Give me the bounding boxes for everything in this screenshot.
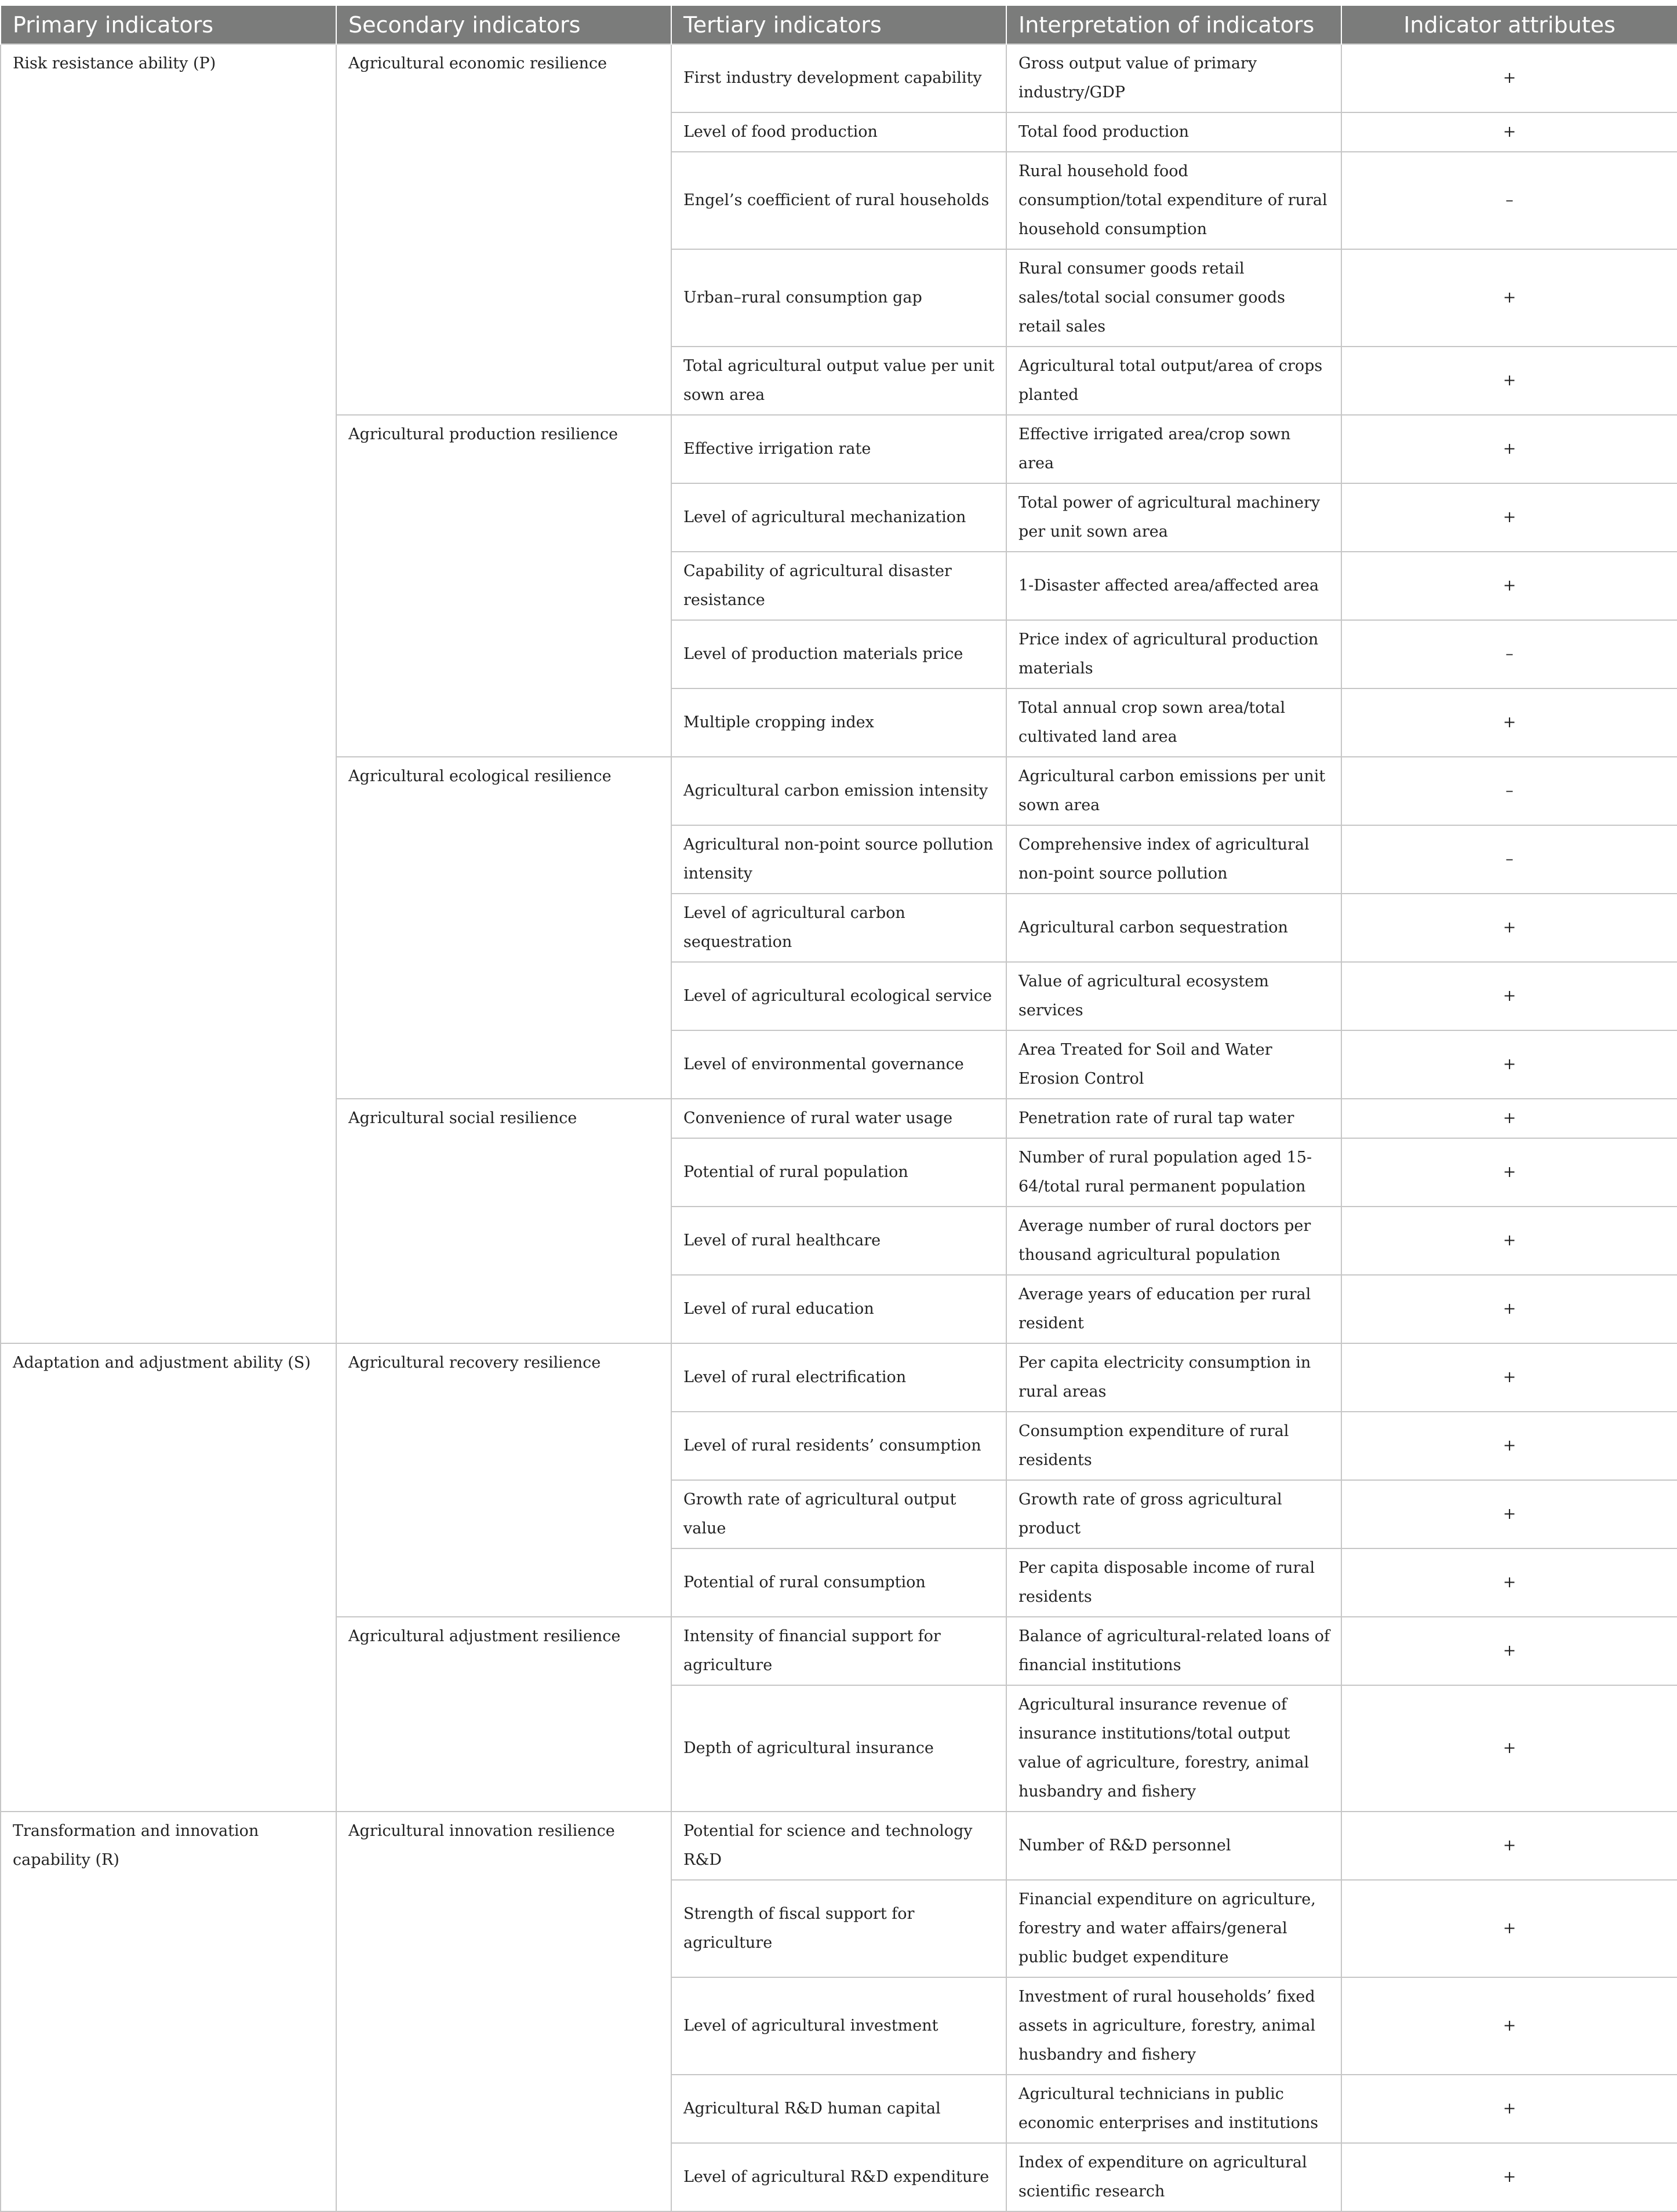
attribute-cell: + (1341, 1548, 1677, 1617)
tertiary-indicator-cell: Level of rural education (671, 1275, 1006, 1343)
interpretation-cell: Rural household food consumption/total expenditure of rural household consumption (1006, 152, 1341, 249)
attribute-cell: + (1341, 1343, 1677, 1412)
tertiary-indicator-cell: Agricultural R&D human capital (671, 2075, 1006, 2143)
table-header (1, 6, 1677, 44)
interpretation-cell: Comprehensive index of agricultural non-point source pollution (1006, 825, 1341, 894)
attribute-cell: + (1341, 249, 1677, 347)
table-row (1, 1812, 1677, 1880)
attribute-cell: + (1341, 415, 1677, 483)
interpretation-cell: Index of expenditure on agricultural scientific research (1006, 2143, 1341, 2211)
interpretation-cell: Agricultural insurance revenue of insurance institutions/total output value of agriculture, forestry, animal husbandry and fishery (1006, 1685, 1341, 1812)
attribute-cell: – (1341, 757, 1677, 825)
tertiary-indicator-cell: Potential of rural population (671, 1138, 1006, 1207)
tertiary-indicator-cell: First industry development capability (671, 44, 1006, 112)
attribute-cell: – (1341, 620, 1677, 688)
attribute-cell: + (1341, 44, 1677, 112)
tertiary-indicator-cell: Level of rural residents’ consumption (671, 1412, 1006, 1480)
tertiary-indicator-cell: Effective irrigation rate (671, 415, 1006, 483)
secondary-indicator-cell: Agricultural adjustment resilience (336, 1617, 671, 1812)
attribute-cell: + (1341, 1030, 1677, 1099)
attribute-cell: + (1341, 112, 1677, 152)
tertiary-indicator-cell: Depth of agricultural insurance (671, 1685, 1006, 1812)
interpretation-cell: Growth rate of gross agricultural product (1006, 1480, 1341, 1548)
interpretation-cell: Investment of rural households’ fixed assets in agriculture, forestry, animal husbandry and fishery (1006, 1977, 1341, 2075)
interpretation-cell: Agricultural total output/area of crops planted (1006, 347, 1341, 415)
header-attribute: Indicator attributes (1341, 6, 1677, 44)
primary-indicator-cell: Risk resistance ability (P) (1, 44, 336, 1343)
tertiary-indicator-cell: Growth rate of agricultural output value (671, 1480, 1006, 1548)
attribute-cell: + (1341, 1275, 1677, 1343)
attribute-cell: + (1341, 1138, 1677, 1207)
attribute-cell: + (1341, 483, 1677, 552)
interpretation-cell: Per capita disposable income of rural residents (1006, 1548, 1341, 1617)
interpretation-cell: Agricultural carbon sequestration (1006, 894, 1341, 962)
attribute-cell: + (1341, 1812, 1677, 1880)
attribute-cell: + (1341, 1977, 1677, 2075)
interpretation-cell: Total food production (1006, 112, 1341, 152)
tertiary-indicator-cell: Potential of rural consumption (671, 1548, 1006, 1617)
attribute-cell: + (1341, 552, 1677, 620)
interpretation-cell: Consumption expenditure of rural residents (1006, 1412, 1341, 1480)
interpretation-cell: Agricultural technicians in public economic enterprises and institutions (1006, 2075, 1341, 2143)
interpretation-cell: 1-Disaster affected area/affected area (1006, 552, 1341, 620)
interpretation-cell: Price index of agricultural production materials (1006, 620, 1341, 688)
tertiary-indicator-cell: Level of rural electrification (671, 1343, 1006, 1412)
attribute-cell: + (1341, 1412, 1677, 1480)
interpretation-cell: Average years of education per rural resident (1006, 1275, 1341, 1343)
attribute-cell: + (1341, 1880, 1677, 1977)
tertiary-indicator-cell: Level of agricultural mechanization (671, 483, 1006, 552)
interpretation-cell: Effective irrigated area/crop sown area (1006, 415, 1341, 483)
attribute-cell: + (1341, 962, 1677, 1030)
attribute-cell: + (1341, 1617, 1677, 1685)
tertiary-indicator-cell: Level of rural healthcare (671, 1207, 1006, 1275)
interpretation-cell: Total power of agricultural machinery per unit sown area (1006, 483, 1341, 552)
primary-indicator-cell: Transformation and innovation capability (R) (1, 1812, 336, 2211)
attribute-cell: + (1341, 347, 1677, 415)
attribute-cell: + (1341, 2143, 1677, 2211)
interpretation-cell: Balance of agricultural-related loans of financial institutions (1006, 1617, 1341, 1685)
interpretation-cell: Value of agricultural ecosystem services (1006, 962, 1341, 1030)
interpretation-cell: Gross output value of primary industry/GDP (1006, 44, 1341, 112)
tertiary-indicator-cell: Convenience of rural water usage (671, 1099, 1006, 1138)
tertiary-indicator-cell: Level of production materials price (671, 620, 1006, 688)
tertiary-indicator-cell: Level of agricultural investment (671, 1977, 1006, 2075)
attribute-cell: + (1341, 2075, 1677, 2143)
tertiary-indicator-cell: Level of agricultural R&D expenditure (671, 2143, 1006, 2211)
table-row (1, 1343, 1677, 1412)
interpretation-cell: Agricultural carbon emissions per unit sown area (1006, 757, 1341, 825)
attribute-cell: + (1341, 1207, 1677, 1275)
secondary-indicator-cell: Agricultural production resilience (336, 415, 671, 757)
primary-indicator-cell: Adaptation and adjustment ability (S) (1, 1343, 336, 1812)
attribute-cell: + (1341, 1099, 1677, 1138)
tertiary-indicator-cell: Potential for science and technology R&D (671, 1812, 1006, 1880)
secondary-indicator-cell: Agricultural economic resilience (336, 44, 671, 415)
tertiary-indicator-cell: Level of agricultural ecological service (671, 962, 1006, 1030)
header-row (1, 6, 1677, 44)
tertiary-indicator-cell: Intensity of financial support for agriculture (671, 1617, 1006, 1685)
tertiary-indicator-cell: Level of food production (671, 112, 1006, 152)
interpretation-cell: Total annual crop sown area/total cultivated land area (1006, 688, 1341, 757)
secondary-indicator-cell: Agricultural social resilience (336, 1099, 671, 1343)
interpretation-cell: Financial expenditure on agriculture, forestry and water affairs/general public budget expenditure (1006, 1880, 1341, 1977)
tertiary-indicator-cell: Strength of fiscal support for agriculture (671, 1880, 1006, 1977)
attribute-cell: + (1341, 688, 1677, 757)
tertiary-indicator-cell: Level of agricultural carbon sequestration (671, 894, 1006, 962)
tertiary-indicator-cell: Urban–rural consumption gap (671, 249, 1006, 347)
interpretation-cell: Area Treated for Soil and Water Erosion Control (1006, 1030, 1341, 1099)
header-tertiary: Tertiary indicators (671, 6, 1006, 44)
tertiary-indicator-cell: Engel’s coefficient of rural households (671, 152, 1006, 249)
attribute-cell: – (1341, 152, 1677, 249)
interpretation-cell: Number of R&D personnel (1006, 1812, 1341, 1880)
header-interpretation: Interpretation of indicators (1006, 6, 1341, 44)
tertiary-indicator-cell: Multiple cropping index (671, 688, 1006, 757)
attribute-cell: + (1341, 894, 1677, 962)
attribute-cell: – (1341, 825, 1677, 894)
table-row (1, 44, 1677, 112)
tertiary-indicator-cell: Total agricultural output value per unit sown area (671, 347, 1006, 415)
interpretation-cell: Penetration rate of rural tap water (1006, 1099, 1341, 1138)
tertiary-indicator-cell: Level of environmental governance (671, 1030, 1006, 1099)
interpretation-cell: Rural consumer goods retail sales/total social consumer goods retail sales (1006, 249, 1341, 347)
attribute-cell: + (1341, 1685, 1677, 1812)
header-primary: Primary indicators (1, 6, 336, 44)
interpretation-cell: Number of rural population aged 15-64/total rural permanent population (1006, 1138, 1341, 1207)
secondary-indicator-cell: Agricultural innovation resilience (336, 1812, 671, 2211)
interpretation-cell: Per capita electricity consumption in rural areas (1006, 1343, 1341, 1412)
secondary-indicator-cell: Agricultural ecological resilience (336, 757, 671, 1099)
tertiary-indicator-cell: Agricultural non-point source pollution intensity (671, 825, 1006, 894)
interpretation-cell: Average number of rural doctors per thousand agricultural population (1006, 1207, 1341, 1275)
attribute-cell: + (1341, 1480, 1677, 1548)
tertiary-indicator-cell: Capability of agricultural disaster resistance (671, 552, 1006, 620)
table-body (1, 44, 1677, 2211)
secondary-indicator-cell: Agricultural recovery resilience (336, 1343, 671, 1617)
indicator-table (0, 6, 1677, 2212)
header-secondary: Secondary indicators (336, 6, 671, 44)
tertiary-indicator-cell: Agricultural carbon emission intensity (671, 757, 1006, 825)
